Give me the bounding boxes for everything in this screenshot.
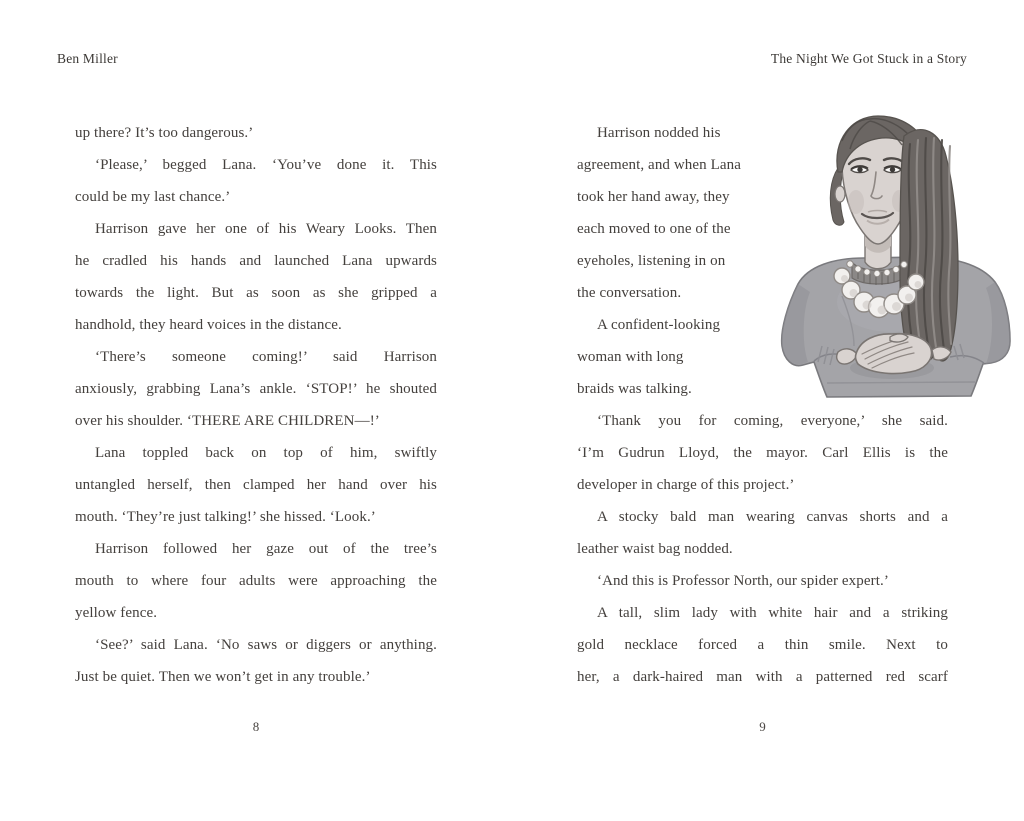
- text-line: her, a dark-haired man with a patterned red scarf: [577, 669, 948, 685]
- text-line: Just be quiet. Then we won’t get in any trouble.’: [75, 669, 371, 685]
- text-line: each moved to one of the: [577, 221, 731, 237]
- text-line: A stocky bald man wearing canvas shorts and a: [597, 509, 948, 525]
- text-line: ‘See?’ said Lana. ‘No saws or diggers or anything.: [95, 637, 437, 653]
- text-line: woman with long: [577, 349, 684, 365]
- text-line: Harrison nodded his: [597, 125, 721, 141]
- text-line: untangled herself, then clamped her hand over his: [75, 477, 437, 493]
- text-line: ‘And this is Professor North, our spider expert.’: [597, 573, 889, 589]
- text-line: Harrison gave her one of his Weary Looks. Then: [95, 221, 437, 237]
- text-line: the conversation.: [577, 285, 682, 301]
- text-line: Harrison followed her gaze out of the tree’s: [95, 541, 437, 557]
- text-line: ‘There’s someone coming!’ said Harrison: [95, 349, 437, 365]
- left-page-text: [75, 117, 437, 693]
- ear: [835, 186, 845, 202]
- sweater: [782, 257, 1010, 397]
- braids: [900, 130, 958, 361]
- cheek-shading-left: [848, 190, 864, 214]
- text-line: ‘Thank you for coming, everyone,’ she said.: [597, 413, 948, 429]
- text-line: anxiously, grabbing Lana’s ankle. ‘STOP!’ he shouted: [75, 381, 437, 397]
- text-line: agreement, and when Lana: [577, 157, 741, 173]
- woman-illustration: [772, 106, 1016, 402]
- text-line: took her hand away, they: [577, 189, 730, 205]
- text-line: braids was talking.: [577, 381, 692, 397]
- page-number-right: 9: [759, 719, 766, 734]
- text-line: handhold, they heard voices in the distance.: [75, 317, 342, 333]
- text-line: A tall, slim lady with white hair and a striking: [597, 605, 948, 621]
- text-line: eyeholes, listening in on: [577, 253, 726, 269]
- text-line: he cradled his hands and launched Lana upwards: [75, 253, 437, 269]
- text-line: A confident-looking: [597, 317, 721, 333]
- text-line: over his shoulder. ‘THERE ARE CHILDREN—!’: [75, 413, 380, 429]
- running-header-title: The Night We Got Stuck in a Story: [770, 51, 967, 66]
- text-line: could be my last chance.’: [75, 189, 231, 205]
- text-line: up there? It’s too dangerous.’: [75, 125, 254, 141]
- text-line: ‘Please,’ begged Lana. ‘You’ve done it. This: [95, 157, 437, 173]
- text-line: developer in charge of this project.’: [577, 477, 795, 493]
- text-line: gold necklace forced a thin smile. Next to: [577, 637, 948, 653]
- text-line: ‘I’m Gudrun Lloyd, the mayor. Carl Ellis is the: [577, 445, 948, 461]
- page-number-left: 8: [252, 719, 260, 734]
- running-header-author: Ben Miller: [57, 51, 118, 66]
- text-line: mouth to where four adults were approaching the: [75, 573, 437, 589]
- text-line: mouth. ‘They’re just talking!’ she hissed. ‘Look.’: [75, 509, 376, 525]
- text-line: leather waist bag nodded.: [577, 541, 733, 557]
- text-line: yellow fence.: [75, 605, 158, 621]
- woman-illustration-svg: [772, 106, 1016, 402]
- text-line: Lana toppled back on top of him, swiftly: [95, 445, 437, 461]
- text-line: towards the light. But as soon as she gripped a: [75, 285, 437, 301]
